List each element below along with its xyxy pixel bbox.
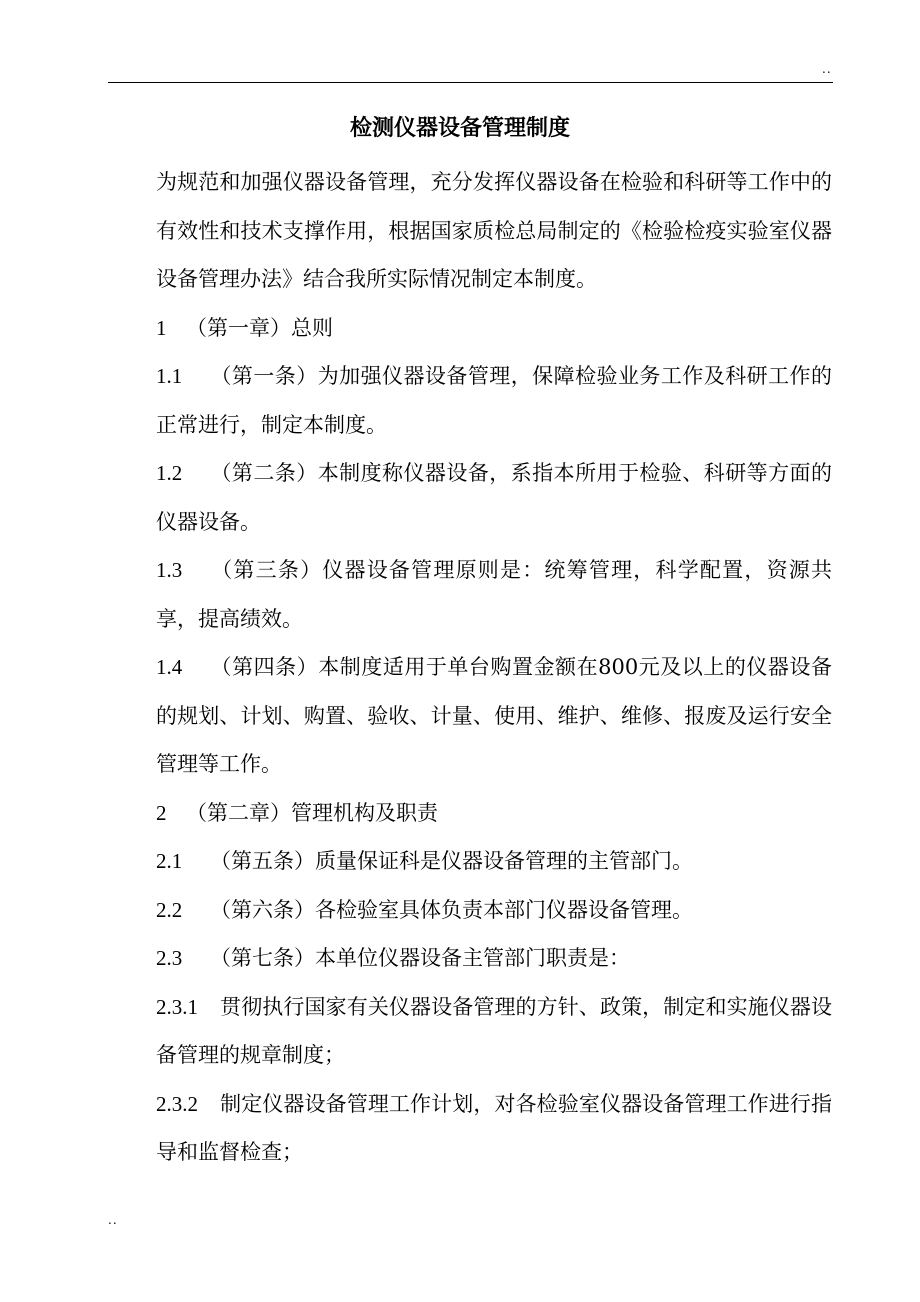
- footer-mark: ..: [108, 1213, 118, 1227]
- clause-1-3: [110, 546, 832, 643]
- section-number: 2: [156, 800, 167, 825]
- document-body: [110, 158, 832, 1177]
- paragraph-text: （第七条）本单位仪器设备主管部门职责是：: [210, 946, 630, 970]
- paragraph-text: （第一章）总则: [186, 315, 333, 340]
- clause-1-2: [110, 449, 832, 546]
- header-rule: [108, 82, 833, 83]
- section-number: 2.3.2: [156, 1091, 198, 1116]
- paragraph-text: （第五条）质量保证科是仪器设备管理的主管部门。: [210, 849, 693, 873]
- clause-2-3-1: [110, 983, 832, 1080]
- paragraph-text: （第四条）本制度适用于单台购置金额在800元及以上的仪器设备的规划、计划、购置、验收、计量、使用、维护、维修、报废及运行安全管理等工作。: [156, 655, 832, 776]
- section-number: 2.1: [156, 849, 183, 873]
- paragraph-text: （第二条）本制度称仪器设备，系指本所用于检验、科研等方面的仪器设备。: [156, 461, 832, 534]
- section-number: 2.3: [156, 946, 183, 970]
- paragraph-text: （第二章）管理机构及职责: [186, 800, 438, 825]
- paragraph-text: 贯彻执行国家有关仪器设备管理的方针、政策，制定和实施仪器设备管理的规章制度；: [156, 994, 832, 1067]
- chapter-1-heading: [110, 304, 832, 353]
- section-number: 1.3: [156, 558, 183, 582]
- paragraph-text: 制定仪器设备管理工作计划，对各检验室仪器设备管理工作进行指导和监督检查；: [156, 1091, 832, 1164]
- chapter-2-heading: [110, 789, 832, 838]
- section-number: 2.2: [156, 897, 183, 922]
- section-number: 1.1: [156, 364, 183, 388]
- intro-paragraph: [110, 158, 832, 304]
- clause-2-2: [110, 886, 832, 935]
- clause-1-4: [110, 643, 832, 789]
- document-title: 检测仪器设备管理制度: [349, 116, 570, 141]
- section-number: 1.2: [156, 461, 183, 485]
- clause-2-1: [110, 837, 832, 886]
- clause-2-3-2: [110, 1080, 832, 1177]
- paragraph-text: 为规范和加强仪器设备管理，充分发挥仪器设备在检验和科研等工作中的有效性和技术支撑作用，根据国家质检总局制定的《检验检疫实验室仪器设备管理办法》结合我所实际情况制定本制度。: [156, 170, 832, 291]
- paragraph-text: （第三条）仪器设备管理原则是：统筹管理，科学配置，资源共享，提高绩效。: [156, 558, 832, 631]
- paragraph-text: （第一条）为加强仪器设备管理，保障检验业务工作及科研工作的正常进行，制定本制度。: [156, 364, 832, 437]
- clause-1-1: [110, 352, 832, 449]
- paragraph-text: （第六条）各检验室具体负责本部门仪器设备管理。: [210, 897, 693, 922]
- clause-2-3: [110, 934, 832, 983]
- section-number: 1.4: [156, 655, 183, 679]
- section-number: 1: [156, 315, 167, 340]
- section-number: 2.3.1: [156, 994, 198, 1019]
- header-mark: ..: [822, 62, 832, 76]
